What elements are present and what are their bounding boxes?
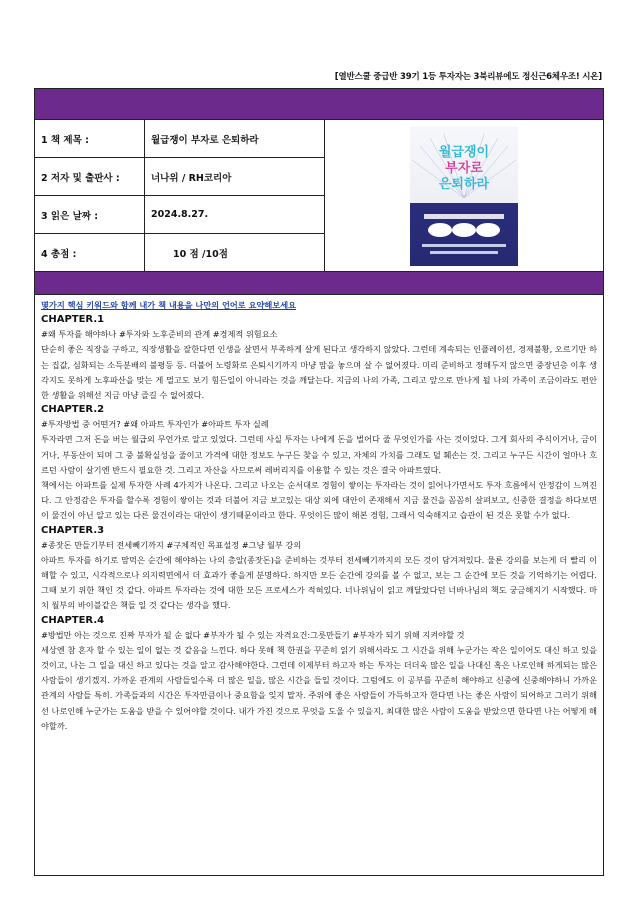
chapter-2 xyxy=(41,403,597,523)
chapter-title: CHAPTER.2 xyxy=(41,404,105,416)
chapter-1 xyxy=(41,313,597,403)
chapter-title: CHAPTER.4 xyxy=(41,614,105,626)
score-label: 4 총점 : xyxy=(35,234,145,271)
cover-title-line1: 월급쟁이 xyxy=(438,144,490,160)
chapter-3 xyxy=(41,524,597,614)
date-label: 3 읽은 날짜 : xyxy=(35,196,145,233)
chapter-paragraph: 단순히 좋은 직장을 구하고, 직장생활을 잘한다면 인생을 살면서 부족하게 살게 된다고 생각하지 않았다. 그런데 계속되는 인플레이션, 경제불황, 오르기만 하는 집값, 심화되는 소득분배의 불평등 등. 더불어 노령화로 은퇴시기까지 마냥 맘을 놓으며 살 수 없어졌다. 미리 준비하고 정해두지 않으면 중장년층 이후 생각지도 못하게 노후파산을 맞는 게 멀고도 보기 힘든일이 아니라는 것을 깨달는다. 지금의 나의 가족, 그리고 앞으로 만나게 될 나의 가족이 조금이라도 편안한 생활을 위해선 지금 마냥 즐길 수 없어졌다. xyxy=(41,344,597,401)
chapter-tags: #투자방법 중 어떤거? #왜 아파트 투자인가 #아파트 투자 실례 xyxy=(41,419,269,430)
title-label: 1 책 제목 : xyxy=(35,120,145,157)
chapter-tags: #종잣돈 만들기부터 전세빼기까지 #구체적인 목표설정 #그냥 월부 강의 xyxy=(41,539,302,550)
info-row-title xyxy=(35,120,325,158)
middle-color-bar xyxy=(35,271,603,295)
info-row-author xyxy=(35,158,325,196)
chapter-tags: #왜 투자를 해야하나 #투자와 노후준비의 관계 #경제적 위험요소 xyxy=(41,329,278,340)
info-row-score xyxy=(35,234,325,271)
score-value: 10 점 /10점 xyxy=(145,234,325,271)
chapter-paragraph: 책에서는 아파트를 실제 투자한 사례 4가지가 나온다. 그리고 나오는 순서대로 경험이 쌓이는 투자라는 것이 읽어나가면서도 투자 흐름에서 안정감이 느껴진다. 그 안정감은 투자를 할수록 경험이 쌓이는 것과 더불어 지금 보고있는 대상 외에 대안이 존재해서 지금 물건을 꼼꼼히 살펴보고, 신중한 결정을 하다보면 이 물건이 아닌 알고 있는 다른 물건이라는 대안이 생기때문이라고 한다. 무엇이든 많이 해본 경험, 그래서 익숙해지고 습관이 된 것은 못할 수가 없다. xyxy=(41,480,597,521)
cover-title-line2: 부자로 xyxy=(445,160,483,176)
info-row-date xyxy=(35,196,325,234)
author-value: 너나위 / RH코리아 xyxy=(145,158,325,195)
summary-instruction: 몇가지 핵심 키워드와 함께 내가 책 내용을 나만의 언어로 요약해보세요 xyxy=(41,300,297,310)
chapter-title: CHAPTER.3 xyxy=(41,524,105,536)
chapter-paragraph: 세상엔 참 혼자 할 수 있는 일이 없는 것 같음을 느낀다. 하다 못해 책 한권을 꾸준히 읽기 위해서라도 그 시간을 위해 누군가는 작은 일이어도 대신 하고 있을 것이고, 나는 그 일을 대신 하고 있다는 것을 알고 감사해야한다. 그런데 이제부터 하고자 하는 투자는 더더욱 많은 일을 나대신 혹은 나로인해 하게되는 많은 사람들이 생기겠지. 가까운 관계의 사람들일수록 더 많은 일을, 많은 시간을 들일 것이다. 그럼에도 이 공부를 꾸준히 해야하고 신중에 신중해야하니 가까운 관계의 사람들 특히. 가족들과의 시간은 투자만큼이나 중요함을 잊지 말자. 주위에 좋은 사람들이 가득하고자 한다면 나는 좋은 사람이 되어하고 그러기 위해선 나로인해 누군가는 도움을 받을 수 있어야할 것이다. 내가 가진 것으로 무엇을 도울 수 있을지, 최대한 많은 사람이 도움을 받았으면 한다면 나는 어떻게 해야할까. xyxy=(41,644,597,731)
summary-content xyxy=(35,295,603,734)
chapter-tags: #방법만 아는 것으로 진짜 부자가 될 순 없다 #부자가 될 수 있는 자격요건:그릇만들기 #부자가 되기 위해 지켜야할 것 xyxy=(41,629,465,640)
chapter-paragraph: 투자라면 그저 돈을 버는 월급외 무언가로 알고 있었다. 그런데 사실 투자는 나에게 돈을 벌어다 줄 무엇인가를 사는 것이었다. 그게 회사의 주식이거나, 금이거나, 부동산이 되며 그 중 불확실성을 줄이고 가격에 대한 정보도 누구든 찾을 수 있고, 자체의 가치를 그래도 덜 훼손는 것. 그리고 누구든 시간이 얼마나 흐르던 사람이 살기엔 반드시 필요한 것. 그리고 자산을 사므로써 레버리지를 이용할 수 있는 것은 결국 아파트였다. xyxy=(41,434,597,475)
author-label: 2 저자 및 출판사 : xyxy=(35,158,145,195)
chapter-4 xyxy=(41,614,597,734)
cover-art xyxy=(410,126,518,266)
book-cover-image xyxy=(410,126,518,266)
chapter-title: CHAPTER.1 xyxy=(41,314,105,326)
book-info-section xyxy=(35,119,603,271)
cover-title-line3: 은퇴하라 xyxy=(438,176,490,192)
title-value: 월급쟁이 부자로 은퇴하라 xyxy=(145,120,325,157)
cover-cell xyxy=(325,120,603,271)
review-form xyxy=(34,88,604,876)
book-info-table xyxy=(35,120,325,271)
date-value: 2024.8.27. xyxy=(145,196,325,233)
chapter-paragraph: 아파트 투자를 하기로 맘먹은 순간에 해야하는 나의 총알(종잣돈)을 준비하는 것부터 전세빼기까지의 모든 것이 담겨져있다. 물론 강의를 보는게 더 빨리 이해할 수 있고, 시각적으로나 의지력면에서 더 효과가 좋을게 분명하다. 하지만 모든 순간에 강의를 볼 수 없고, 보는 그 순간에 모든 것을 기억하기는 어렵다. 그때 보기 위한 책인 것 같다. 아파트 투자라는 것에 대한 모든 프로세스가 적혀있다. 너나위님이 읽고 깨달았다던 너바나님의 책도 궁금해지기 시작했다. 마치 월부의 바이블같은 책들 일 것 같다는 생각을 했다. xyxy=(41,554,597,611)
header-note: [열반스쿨 중급반 39기 1등 투자자는 3북리뷰에도 정신근6체우조! 시온] xyxy=(334,72,602,82)
top-color-bar xyxy=(35,89,603,119)
